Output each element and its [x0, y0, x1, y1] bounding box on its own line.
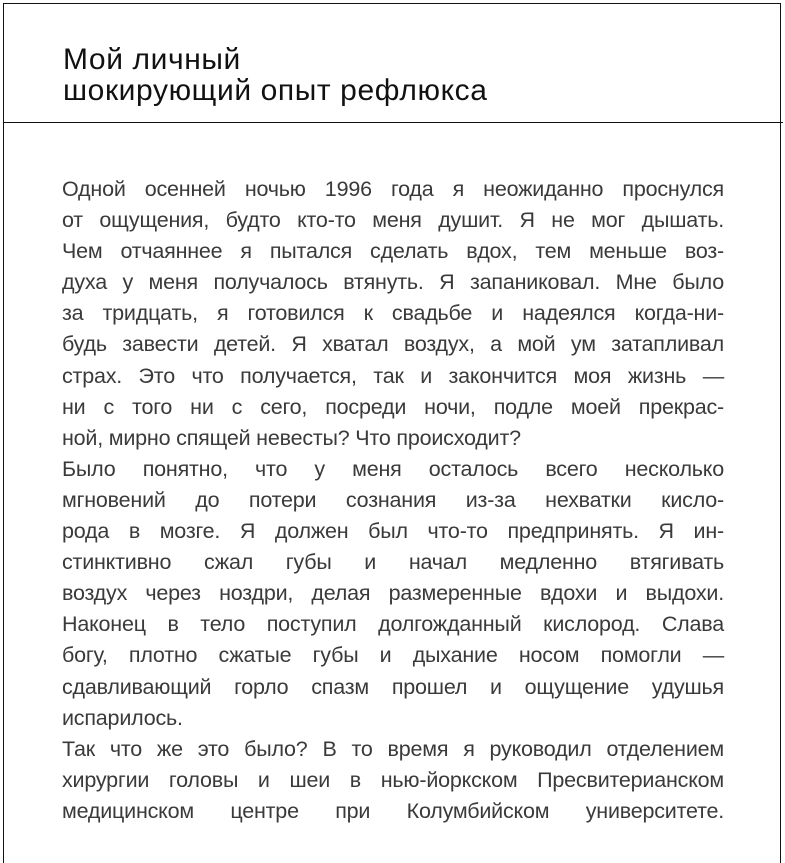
chapter-title — [63, 44, 488, 106]
title-divider — [3, 122, 783, 123]
paragraph-2-line: стинктивно сжал губы и начал медленно втягивать — [62, 550, 724, 575]
paragraph-3-line: медицинском центре при Колумбийском университете. — [62, 798, 724, 823]
paragraph-2-line: рода в мозге. Я должен был что-то предпринять. Я ин- — [62, 519, 724, 544]
paragraph-2-line: Наконец в тело поступил долгожданный кислород. Слава — [62, 612, 724, 637]
paragraph-3-line: хирургии головы и шеи в нью-йоркском Пресвитерианском — [62, 767, 724, 792]
paragraph-1-line: Одной осенней ночью 1996 года я неожиданно проснулся — [62, 177, 724, 201]
paragraph-1-line: ни с того ни с сего, посреди ночи, подле моей прекрас- — [62, 394, 724, 419]
paragraph-1-line: Чем отчаяннее я пытался сделать вдох, тем меньше воз- — [62, 239, 724, 264]
chapter-title-line-1: Мой личный — [63, 43, 241, 76]
paragraph-2-line: сдавливающий горло спазм прошел и ощущение удушья — [62, 674, 724, 699]
paragraph-1-line: ной, мирно спящей невесты? Что происходит? — [62, 425, 521, 450]
paragraph-1-line: страх. Это что получается, так и закончится моя жизнь — — [62, 363, 724, 388]
paragraph-1-line: от ощущения, будто кто-то меня душит. Я не мог дышать. — [62, 208, 724, 233]
paragraph-3-line: Так что же это было? В то время я руководил отделением — [62, 736, 724, 761]
paragraph-2-line: богу, плотно сжатые губы и дыхание носом помогли — — [62, 643, 724, 668]
chapter-title-line-2: шокирующий опыт рефлюкса — [63, 74, 488, 107]
paragraph-1-line: духа у меня получалось втянуть. Я запаниковал. Мне было — [62, 270, 724, 295]
paragraph-1-line: за тридцать, я готовился к свадьбе и надеялся когда-ни- — [62, 301, 724, 326]
paragraph-2-line: воздух через ноздри, делая размеренные вдохи и выдохи. — [62, 581, 724, 606]
paragraph-2-line: испарилось. — [62, 705, 183, 730]
paragraph-1-line: будь завести детей. Я хватал воздух, а мой ум затапливал — [62, 332, 724, 357]
body-text — [62, 174, 724, 827]
paragraph-2-line: Было понятно, что у меня осталось всего несколько — [62, 456, 724, 481]
paragraph-2-line: мгновений до потери сознания из-за нехватки кисло- — [62, 487, 724, 512]
